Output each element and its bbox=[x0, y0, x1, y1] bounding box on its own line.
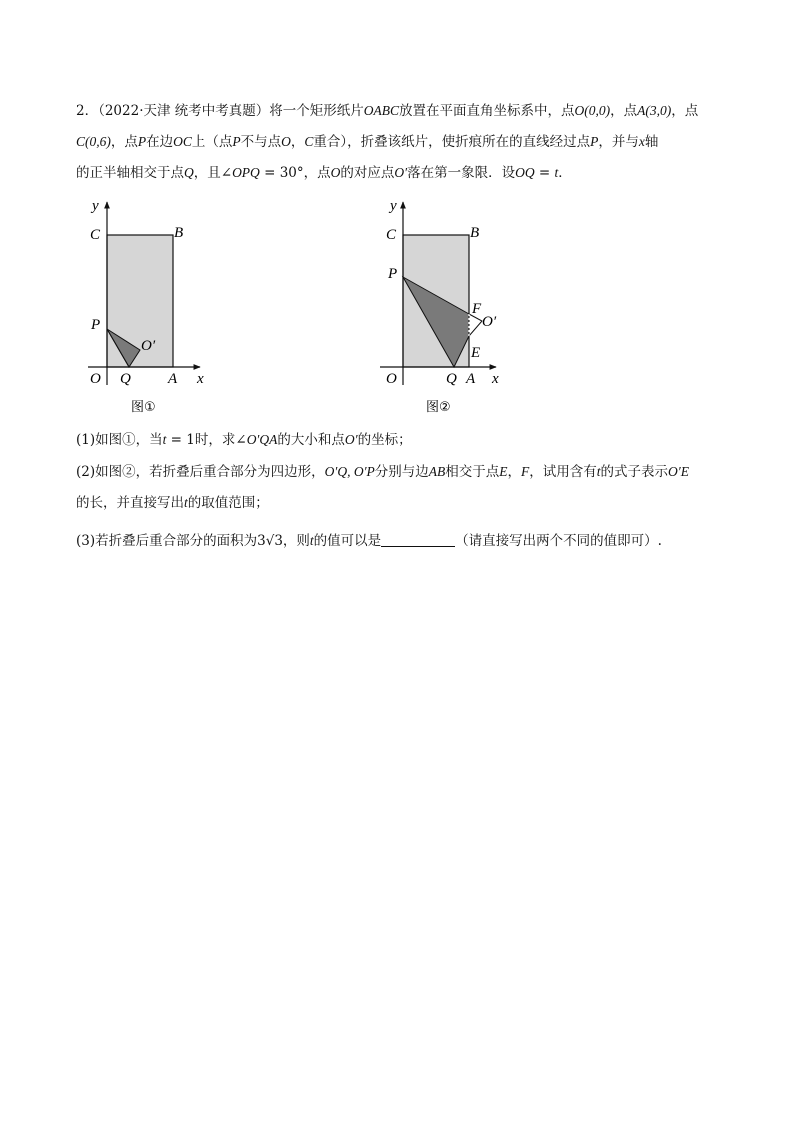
var: P bbox=[137, 134, 147, 149]
text: ，试用含有 bbox=[529, 464, 597, 480]
question-3 bbox=[76, 532, 662, 550]
figure-1 bbox=[70, 190, 230, 420]
point-C: C(0,6) bbox=[76, 134, 111, 149]
var: OPQ bbox=[232, 165, 260, 180]
var: O′QA bbox=[246, 432, 278, 447]
label-Oprime: O′ bbox=[482, 314, 497, 330]
var: t bbox=[309, 533, 314, 548]
label-P: P bbox=[388, 266, 398, 282]
label-Q: Q bbox=[446, 371, 457, 387]
text: 的式子表示 bbox=[600, 464, 669, 480]
label-E: E bbox=[471, 345, 481, 361]
point-A: A(3,0) bbox=[637, 103, 672, 118]
text: 放置在平面直角坐标系中，点 bbox=[399, 103, 575, 119]
var: OQ bbox=[515, 165, 535, 180]
point-O: O(0,0) bbox=[574, 103, 611, 118]
var: x bbox=[638, 134, 645, 149]
problem-number: 2． bbox=[76, 103, 99, 119]
label-B: B bbox=[470, 225, 480, 241]
text: ，点 bbox=[671, 103, 699, 119]
var: P bbox=[232, 134, 241, 149]
caption-figure-2: 图② bbox=[426, 400, 451, 415]
text: 分别与边 bbox=[374, 464, 429, 480]
var: t bbox=[184, 495, 188, 510]
label-y: y bbox=[92, 198, 99, 214]
var: t bbox=[554, 165, 559, 180]
label-Oprime: O′ bbox=[141, 338, 156, 354]
caption-figure-1: 图① bbox=[131, 400, 156, 415]
var: O bbox=[330, 165, 341, 180]
problem-source: （2022·天津 统考中考真题） bbox=[98, 103, 270, 119]
folded-tip bbox=[469, 314, 482, 336]
question-1 bbox=[76, 431, 412, 449]
text: (3)若折叠后重合部分的面积为3√3，则 bbox=[76, 533, 310, 549]
text: 上（点 bbox=[191, 134, 233, 150]
text: ，点 bbox=[110, 134, 138, 150]
problem-line-2 bbox=[76, 133, 658, 151]
text: ． bbox=[558, 165, 572, 181]
text: (1)如图①，当 bbox=[76, 432, 163, 448]
var: O′Q, O′P bbox=[324, 464, 375, 479]
text: ，并与 bbox=[598, 134, 639, 150]
var: t bbox=[596, 464, 601, 479]
label-C: C bbox=[386, 227, 397, 243]
var: O′ bbox=[394, 165, 408, 180]
text: 重合），折叠该纸片，使折痕所在的直线经过点 bbox=[313, 134, 591, 150]
text: 的对应点 bbox=[340, 165, 395, 181]
label-F: F bbox=[472, 301, 482, 317]
var: E bbox=[499, 464, 508, 479]
label-A: A bbox=[466, 371, 476, 387]
label-x: x bbox=[197, 371, 204, 387]
label-O: O bbox=[90, 371, 101, 387]
text: 相交于点 bbox=[445, 464, 500, 480]
label-x: x bbox=[492, 371, 499, 387]
text: 的大小和点 bbox=[277, 432, 345, 448]
text: = 30°，点 bbox=[259, 165, 331, 181]
var: O′ bbox=[344, 432, 358, 447]
label-Q: Q bbox=[120, 371, 131, 387]
problem-line-3 bbox=[76, 164, 572, 182]
var: OC bbox=[173, 134, 192, 149]
problem-line-1 bbox=[76, 102, 698, 120]
answer-blank[interactable] bbox=[381, 532, 455, 547]
rect-name: OABC bbox=[363, 103, 400, 118]
text: 将一个矩形纸片 bbox=[269, 103, 364, 119]
text: ，且∠ bbox=[193, 165, 233, 181]
text: = bbox=[534, 165, 555, 181]
question-2-line-2 bbox=[76, 494, 269, 512]
text: ，点 bbox=[610, 103, 638, 119]
text: 的长，并直接写出 bbox=[76, 495, 184, 511]
text: ， bbox=[507, 464, 522, 480]
var: F bbox=[521, 464, 530, 479]
text: 的取值范围； bbox=[187, 495, 269, 511]
label-O: O bbox=[386, 371, 397, 387]
label-B: B bbox=[174, 225, 184, 241]
question-2-line-1 bbox=[76, 463, 689, 481]
var: C bbox=[304, 134, 314, 149]
text: 轴 bbox=[644, 134, 659, 150]
text: 的正半轴相交于点 bbox=[76, 165, 184, 181]
var: t bbox=[162, 432, 167, 447]
text: 不与点 bbox=[240, 134, 282, 150]
var: O bbox=[281, 134, 291, 149]
text: 在边 bbox=[146, 134, 174, 150]
label-C: C bbox=[90, 227, 101, 243]
label-P: P bbox=[91, 317, 101, 333]
text: 的坐标； bbox=[357, 432, 412, 448]
text: 的值可以是 bbox=[313, 533, 382, 549]
text: 落在第一象限．设 bbox=[407, 165, 516, 181]
var: P bbox=[590, 134, 599, 149]
rectangle-OABC bbox=[107, 235, 173, 367]
text: （请直接写出两个不同的值即可）. bbox=[455, 533, 662, 549]
text: ， bbox=[290, 134, 305, 150]
text: (2)如图②，若折叠后重合部分为四边形， bbox=[76, 464, 325, 480]
label-y: y bbox=[390, 198, 397, 214]
var: O′E bbox=[668, 464, 689, 479]
label-A: A bbox=[168, 371, 178, 387]
text: = 1时，求∠ bbox=[166, 432, 247, 448]
figure-2 bbox=[368, 190, 528, 420]
var: AB bbox=[428, 464, 446, 479]
var: Q bbox=[184, 165, 194, 180]
